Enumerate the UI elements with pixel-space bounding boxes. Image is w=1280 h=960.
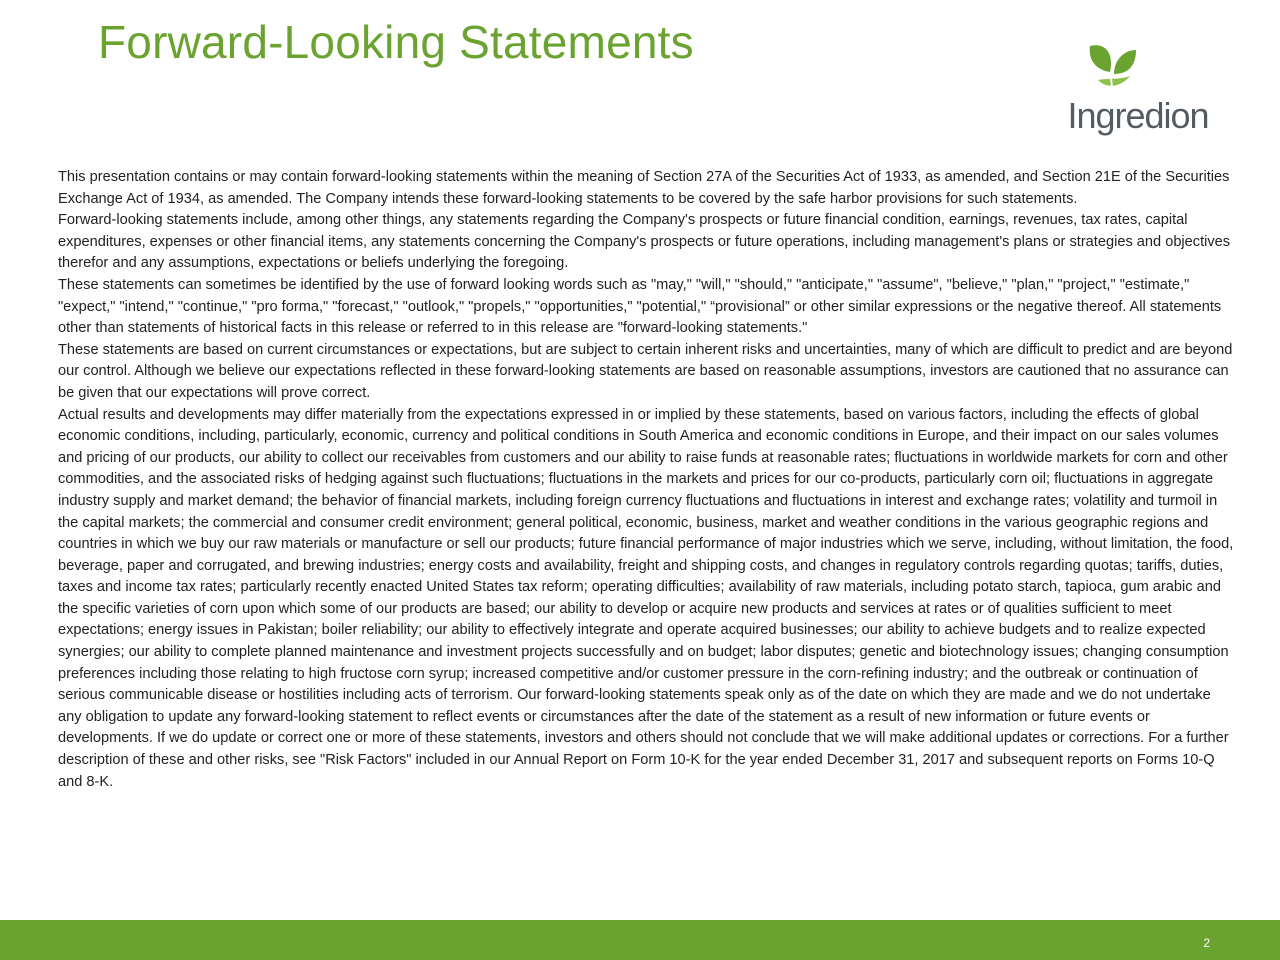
paragraph-safe-harbor: This presentation contains or may contain forward-looking statements within the meaning of Section 27A of the Securities Act of 1933, as amended, and Section 21E of the Securities Exchange Act of 1934, as amended. The Company intends these forward-looking statements to be covered by the safe harbor provisions for such statements. bbox=[58, 169, 1230, 207]
paragraph-risks: These statements are based on current circumstances or expectations, but are subject to certain inherent risks and uncertainties, many of which are difficult to predict and are beyond our control. Although we believe our expectations reflected in these forward-looking statements are based on reasonable assumptions, investors are cautioned that no assurance can be given that our expectations will prove correct. bbox=[58, 341, 1233, 401]
logo-wordmark: Ingredion bbox=[1067, 95, 1209, 136]
paragraph-factors: Actual results and developments may differ materially from the expectations expressed in or implied by these statements, based on various factors, including the effects of global economic conditions, including, particularly, economic, currency and political conditions in South America and economic conditions in Europe, and their impact on our sales volumes and pricing of our products, our ability to collect our receivables from customers and our ability to raise funds at reasonable rates; fluctuations in worldwide markets for corn and other commodities, and the associated risks of hedging against such fluctuations; fluctuations in the markets and prices for our co-products, particularly corn oil; fluctuations in aggregate industry supply and market demand; the behavior of financial markets, including foreign currency fluctuations and fluctuations in interest and exchange rates; volatility and turmoil in the capital markets; the commercial and consumer credit environment; general political, economic, business, market and weather conditions in the various geographic regions and countries in which we buy our raw materials or manufacture or sell our products; future financial performance of major industries which we serve, including, without limitation, the food, beverage, paper and corrugated, and brewing industries; energy costs and availability, freight and shipping costs, and changes in regulatory controls regarding quotas; tariffs, duties, taxes and income tax rates; particularly recently enacted United States tax reform; operating difficulties; availability of raw materials, including potato starch, tapioca, gum arabic and the specific varieties of corn upon which some of our products are based; our ability to develop or acquire new products and services at rates or of qualities sufficient to meet expectations; energy issues in Pakistan; boiler reliability; our ability to effectively integrate and operate acquired businesses; our ability to achieve budgets and to realize expected synergies; our ability to complete planned maintenance and investment projects successfully and on budget; labor disputes; genetic and biotechnology issues; changing consumption preferences including those relating to high fructose corn syrup; increased competitive and/or customer pressure in the corn-refining industry; and the outbreak or continuation of serious communicable disease or hostilities including acts of terrorism. Our forward-looking statements speak only as of the date on which they are made and we do not undertake any obligation to update any forward-looking statement to reflect events or circumstances after the date of the statement as a result of new information or future events or developments. If we do update or correct one or more of these statements, investors and others should not conclude that we will make additional updates or corrections. For a further description of these and other risks, see "Risk Factors" included in our Annual Report on Form 10-K for the year ended December 31, 2017 and subsequent reports on Forms 10-Q and 8-K. bbox=[58, 406, 1234, 790]
company-logo bbox=[1058, 40, 1218, 140]
paragraph-identifiers: These statements can sometimes be identified by the use of forward looking words such as "may," "will," "should," "anticipate," "assume", "believe," "plan," "project," "estimate," "expect," "intend," "continue," "pro forma," "forecast," "outlook," "propels," "opportunities," "potential," “provisional” or other similar expressions or the negative thereof. All statements other than statements of historical facts in this release or referred to in this release are "forward-looking statements." bbox=[58, 276, 1222, 337]
footer-bar bbox=[0, 920, 1280, 960]
page-title: Forward-Looking Statements bbox=[98, 16, 694, 68]
paragraph-scope: Forward-looking statements include, among other things, any statements regarding the Company's prospects or future financial condition, earnings, revenues, tax rates, capital expenditures, expenses or other financial items, any statements concerning the Company's prospects or future operations, including management's plans or strategies and objectives therefor and any assumptions, expectations or beliefs underlying the foregoing. bbox=[58, 212, 1231, 272]
disclaimer-body bbox=[58, 167, 1238, 793]
page-number: 2 bbox=[1203, 936, 1210, 950]
leaf-icon bbox=[1084, 40, 1138, 94]
